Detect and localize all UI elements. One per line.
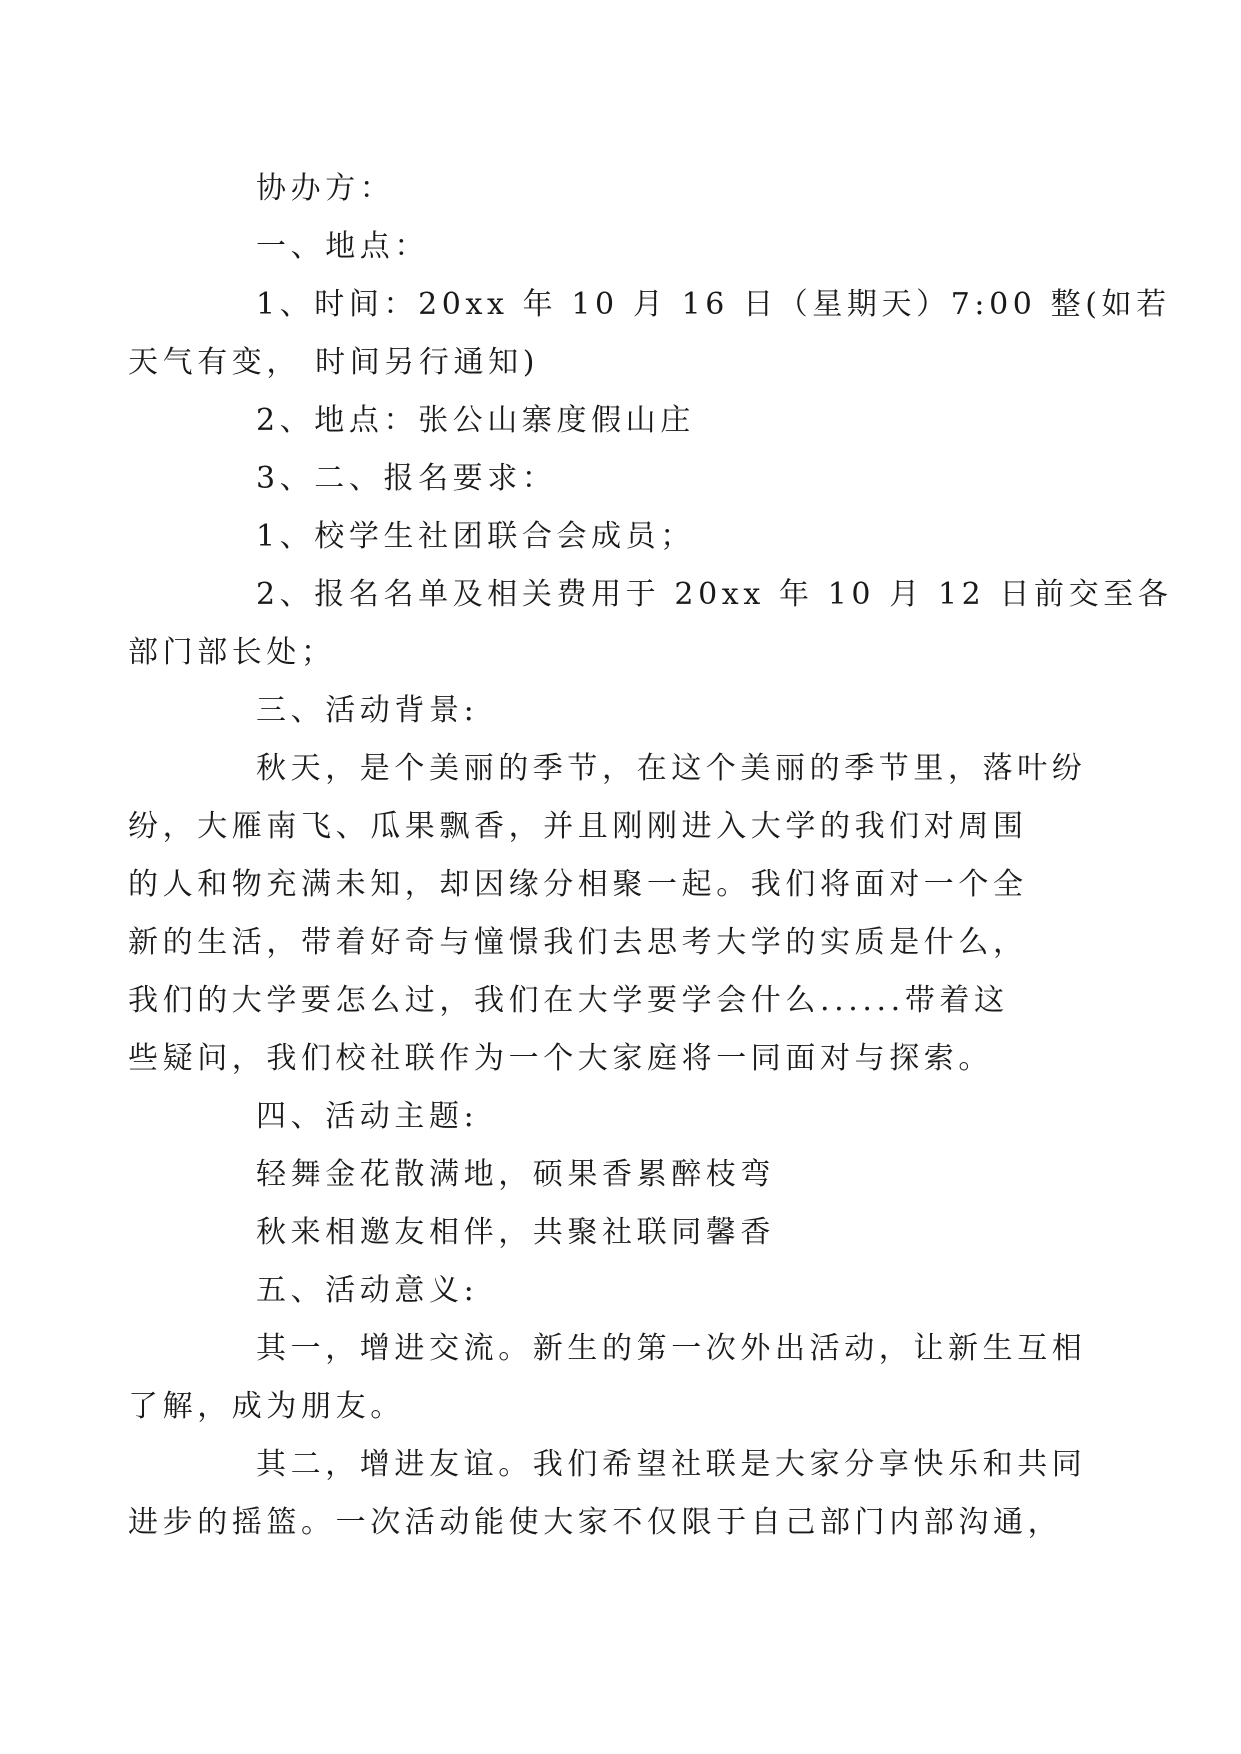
paragraph-section-location-heading (192, 218, 1052, 276)
text-line: 秋天，是个美丽的季节，在这个美丽的季节里，落叶纷 (256, 751, 1087, 786)
paragraph-location (192, 392, 1052, 450)
paragraph-significance-2 (128, 1436, 1087, 1552)
text-line: 其一，增进交流。新生的第一次外出活动，让新生互相 (256, 1331, 1087, 1366)
text-line: 2、地点：张公山寨度假山庄 (256, 403, 695, 438)
text-line: 3、二、报名要求： (256, 461, 557, 496)
text-line: 轻舞金花散满地，硕果香累醉枝弯 (256, 1157, 775, 1192)
document-body (128, 160, 1173, 1552)
text-line: 了解，成为朋友。 (128, 1389, 405, 1424)
text-line: 进步的摇篮。一次活动能使大家不仅限于自己部门内部沟通， (128, 1505, 1063, 1540)
text-line: 1、校学生社团联合会成员； (256, 519, 695, 554)
text-line: 些疑问，我们校社联作为一个大家庭将一同面对与探索。 (128, 1041, 993, 1076)
text-line: 秋来相邀友相伴，共聚社联同馨香 (256, 1215, 775, 1250)
paragraph-registration-heading (192, 450, 1052, 508)
text-line: 部门部长处； (128, 635, 336, 670)
paragraph-theme-line-1 (192, 1146, 1052, 1204)
text-line: 其二，增进友谊。我们希望社联是大家分享快乐和共同 (256, 1447, 1087, 1482)
text-line: 一、地点： (256, 229, 429, 264)
paragraph-co-organizer (192, 160, 1052, 218)
text-line: 天气有变， 时间另行通知) (128, 345, 540, 380)
paragraph-requirement-1 (192, 508, 1052, 566)
text-line: 纷，大雁南飞、瓜果飘香，并且刚刚进入大学的我们对周围 (128, 809, 1028, 844)
text-line: 的人和物充满未知，却因缘分相聚一起。我们将面对一个全 (128, 867, 1028, 902)
text-line: 1、时间：20xx 年 10 月 16 日（星期天）7:00 整(如若 (256, 287, 1171, 322)
text-line: 我们的大学要怎么过，我们在大学要学会什么......带着这 (128, 983, 1009, 1018)
text-line: 五、活动意义: (256, 1273, 479, 1308)
paragraph-significance-1 (128, 1320, 1087, 1436)
text-line: 四、活动主题: (256, 1099, 479, 1134)
text-line: 2、报名名单及相关费用于 20xx 年 10 月 12 日前交至各 (256, 577, 1173, 612)
text-line: 三、活动背景: (256, 693, 479, 728)
paragraph-background-body (128, 740, 1087, 1088)
text-line: 协办方： (256, 171, 395, 206)
text-line: 新的生活，带着好奇与憧憬我们去思考大学的实质是什么， (128, 925, 1028, 960)
paragraph-time (128, 276, 1171, 392)
paragraph-theme-line-2 (192, 1204, 1052, 1262)
paragraph-requirement-2 (128, 566, 1173, 682)
paragraph-background-heading (192, 682, 1052, 740)
paragraph-theme-heading (192, 1088, 1052, 1146)
paragraph-significance-heading (192, 1262, 1052, 1320)
